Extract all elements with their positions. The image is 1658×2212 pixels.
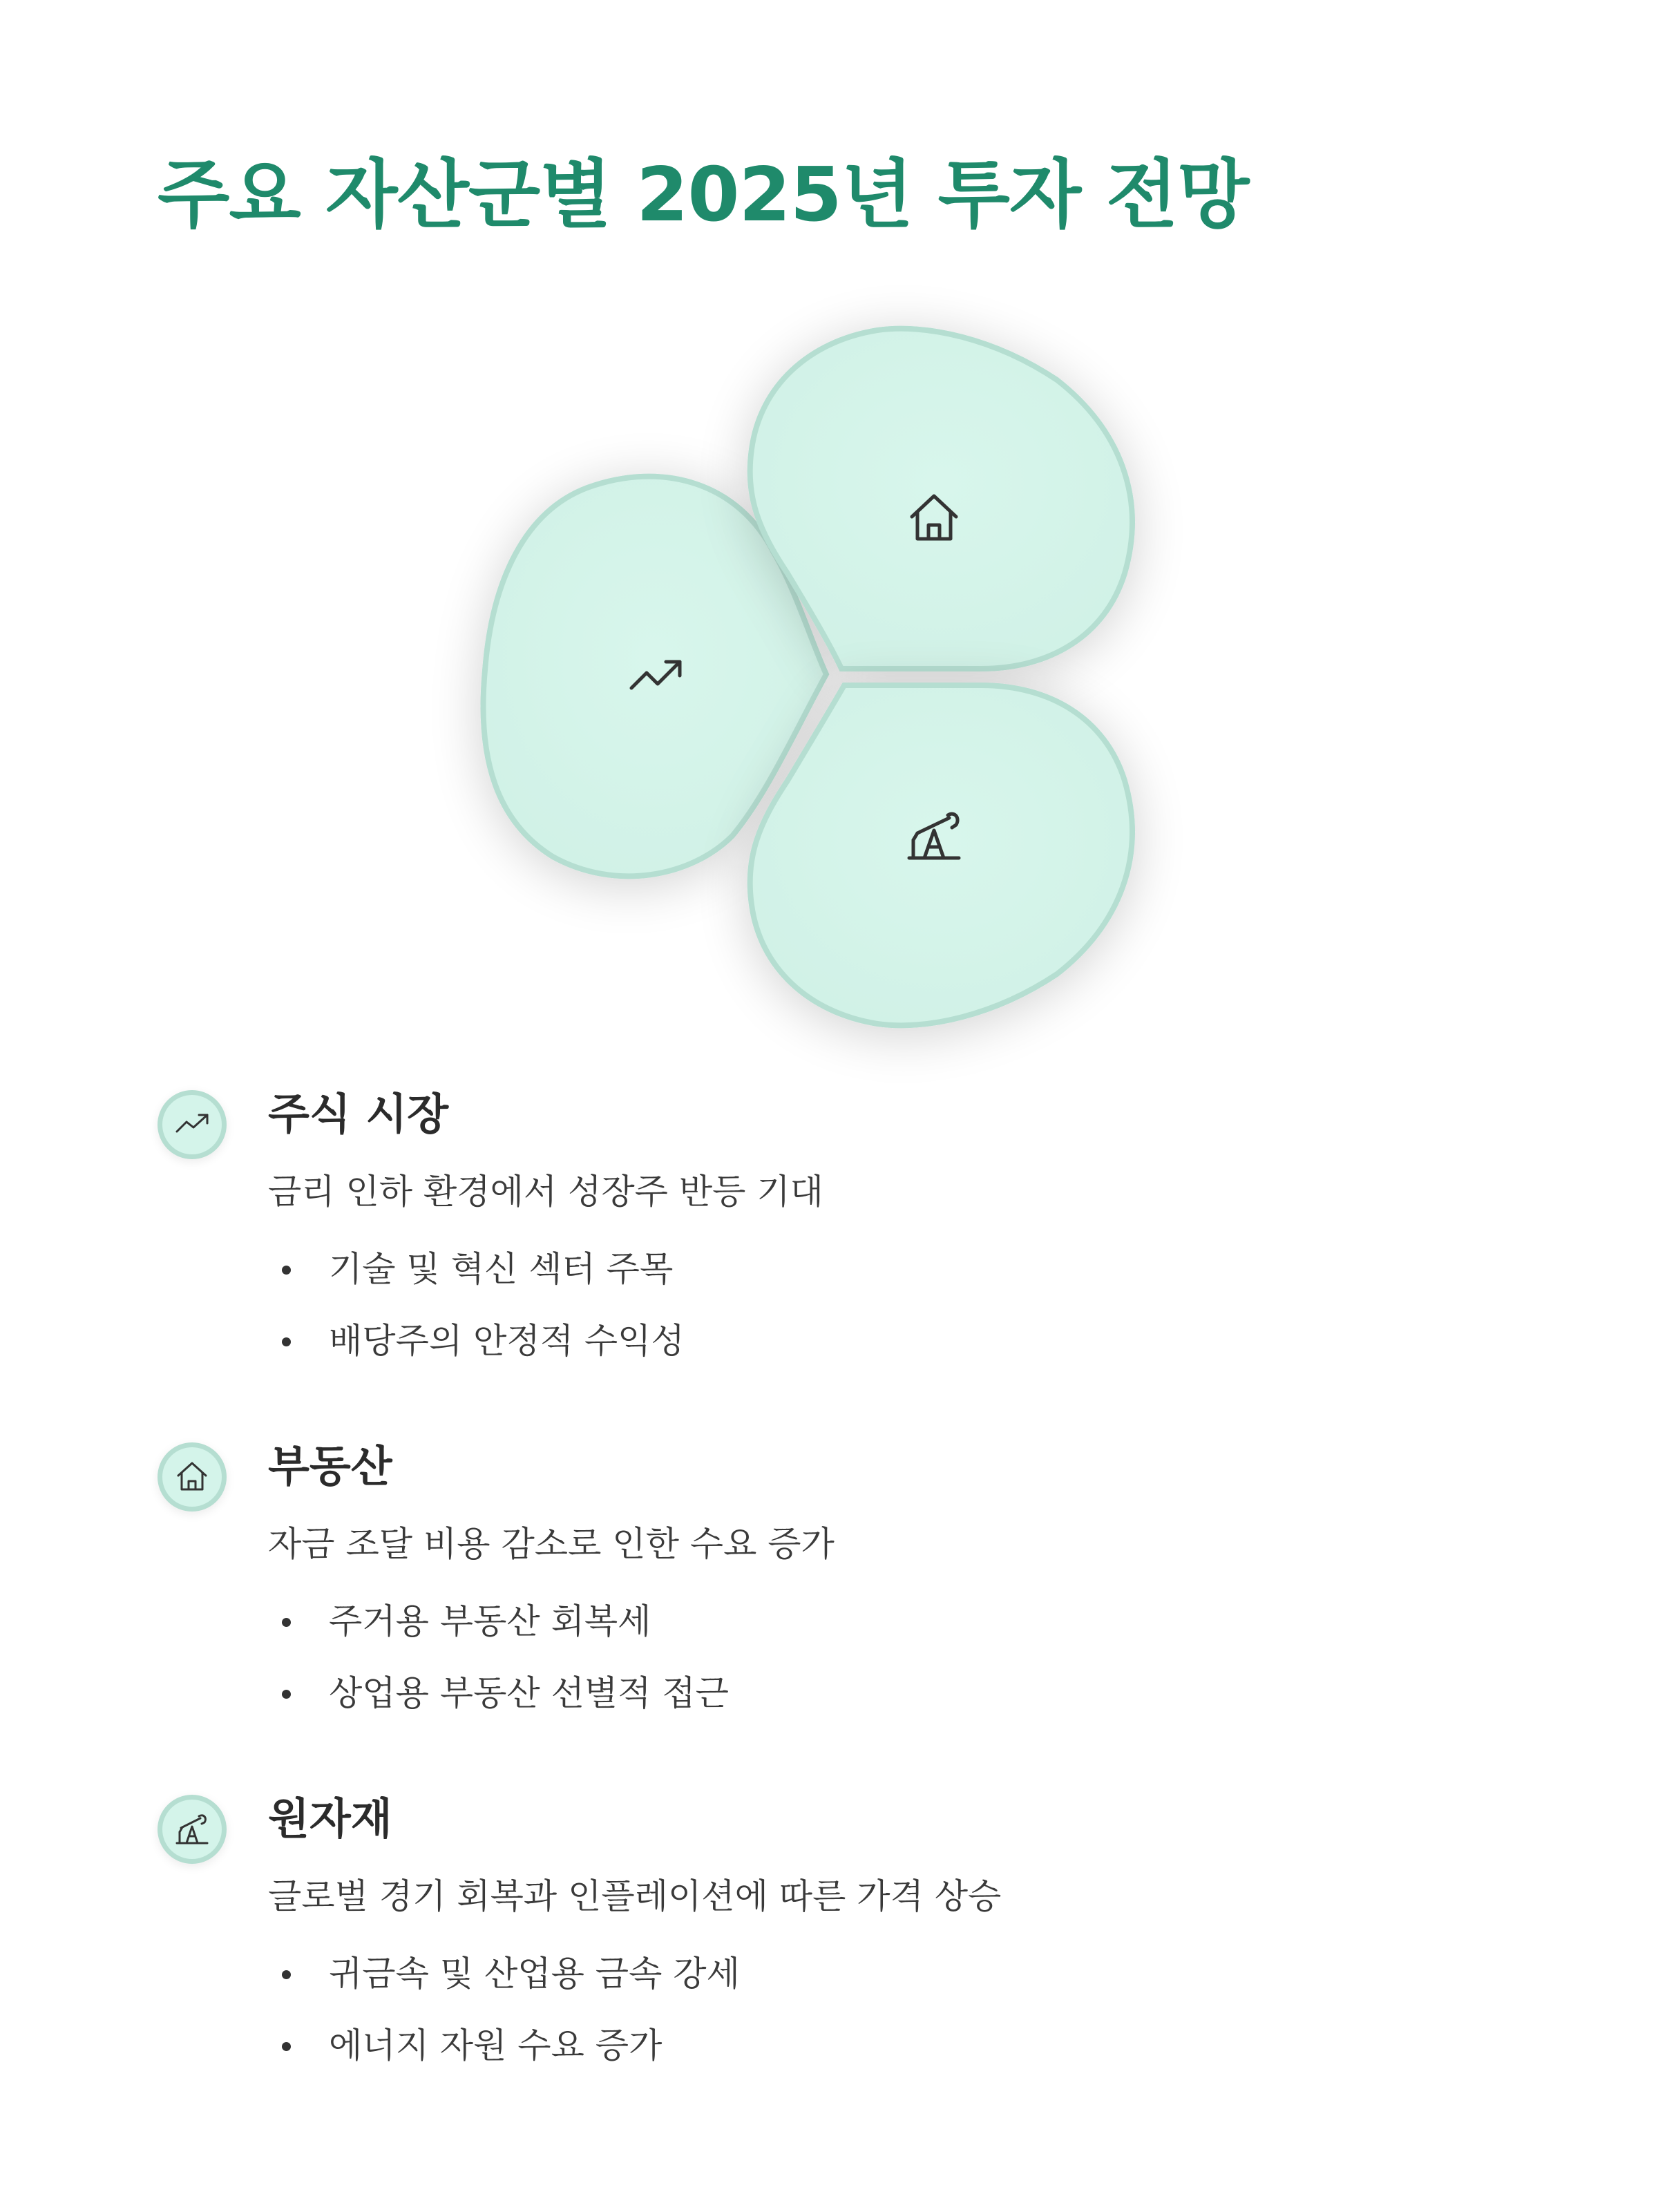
bullet-text: 배당주의 안정적 수익성 bbox=[329, 1321, 685, 1361]
section-commodities bbox=[158, 1789, 1470, 2142]
section-title: 주식 시장 bbox=[268, 1089, 449, 1139]
bullet-text: 기술 및 혁신 섹터 주목 bbox=[329, 1249, 674, 1289]
bullet-dot bbox=[282, 1970, 291, 1979]
bullet-text: 주거용 부동산 회복세 bbox=[329, 1601, 651, 1641]
section-title: 원자재 bbox=[268, 1793, 392, 1844]
bullet-text: 상업용 부동산 선별적 접근 bbox=[329, 1673, 729, 1713]
asset-class-diagram bbox=[0, 0, 1658, 1105]
section-description: 자금 조달 비용 감소로 인한 수요 증가 bbox=[268, 1524, 835, 1564]
trend-up-icon bbox=[158, 1090, 227, 1159]
bullet-dot bbox=[282, 1690, 291, 1699]
asset-sections bbox=[158, 1085, 1470, 2142]
oil-pump-icon bbox=[158, 1795, 227, 1864]
section-title: 부동산 bbox=[268, 1441, 392, 1491]
section-description: 글로벌 경기 회복과 인플레이션에 따른 가격 상승 bbox=[268, 1876, 1002, 1916]
section-stock-market bbox=[158, 1085, 1470, 1437]
page-title: 주요 자산군별 2025년 투자 전망 bbox=[158, 152, 1249, 238]
section-description: 금리 인하 환경에서 성장주 반등 기대 bbox=[268, 1172, 823, 1212]
bullet-dot bbox=[282, 1266, 291, 1275]
house-icon bbox=[158, 1442, 227, 1512]
section-real-estate bbox=[158, 1437, 1470, 1789]
bullet-dot bbox=[282, 1337, 291, 1346]
bullet-dot bbox=[282, 2042, 291, 2051]
bullet-text: 에너지 자원 수요 증가 bbox=[329, 2025, 663, 2066]
bullet-text: 귀금속 및 산업용 금속 강세 bbox=[329, 1954, 740, 1994]
real-estate-petal bbox=[750, 329, 1132, 669]
bullet-dot bbox=[282, 1618, 291, 1627]
